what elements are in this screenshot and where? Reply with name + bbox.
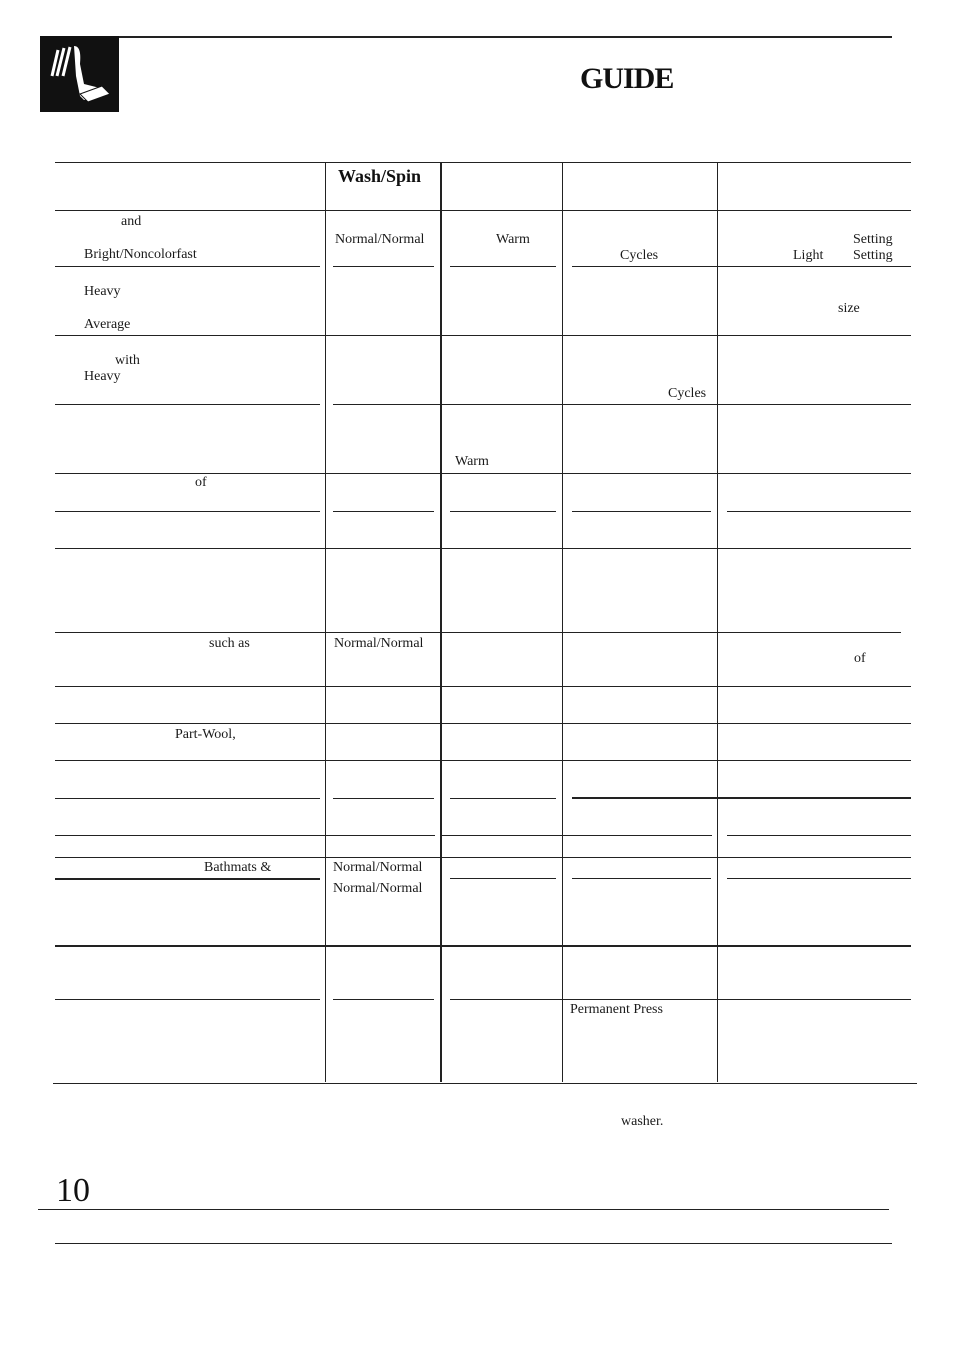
row-rule — [572, 511, 711, 512]
cell-text: such as — [209, 636, 250, 651]
cell-wash-spin: Normal/Normal — [335, 232, 425, 247]
row-rule — [55, 548, 911, 549]
cell-text: and — [121, 214, 142, 229]
cell-wash-spin: Normal/Normal — [334, 636, 424, 651]
header-rule — [119, 36, 892, 38]
cell-wash-spin: Normal/Normal — [333, 860, 423, 875]
row-rule — [572, 266, 911, 267]
row-rule — [572, 797, 911, 799]
row-rule — [55, 945, 911, 947]
column-divider-1 — [325, 162, 326, 1082]
row-rule — [55, 632, 901, 633]
row-rule — [727, 835, 911, 836]
cell-text: of — [854, 651, 866, 666]
cell-text: Cycles — [620, 248, 659, 263]
row-rule — [55, 723, 911, 724]
row-rule — [727, 878, 911, 879]
row-rule — [450, 266, 556, 267]
cell-text: Bathmats & — [204, 860, 272, 875]
row-rule — [333, 511, 434, 512]
row-rule — [55, 999, 320, 1000]
table-bottom-rule — [53, 1083, 917, 1084]
cell-text: Light — [793, 248, 824, 263]
cell-temperature: Warm — [496, 232, 530, 247]
row-rule — [55, 335, 911, 336]
row-rule — [55, 878, 320, 880]
cell-text: Heavy — [84, 284, 121, 299]
cell-temperature: Warm — [455, 454, 489, 469]
row-rule — [55, 266, 320, 267]
cell-text: Setting — [853, 232, 893, 247]
table-top-rule — [55, 162, 911, 163]
page-number: 10 — [56, 1172, 90, 1209]
column-divider-3 — [562, 162, 563, 1082]
cell-text: of — [195, 475, 207, 490]
column-divider-2 — [440, 162, 442, 1082]
cell-text: Setting — [853, 248, 893, 263]
row-rule — [450, 999, 911, 1000]
footer-note: washer. — [621, 1114, 664, 1129]
page-title: GUIDE — [580, 62, 674, 95]
cell-cycle: Permanent Press — [570, 1002, 663, 1017]
cell-text: Part-Wool, — [175, 727, 236, 742]
row-rule — [333, 798, 434, 799]
cell-text: with — [115, 353, 140, 368]
row-rule — [55, 835, 435, 836]
cell-wash-spin: Normal/Normal — [333, 881, 423, 896]
row-rule — [55, 686, 911, 687]
cell-text: Average — [84, 317, 131, 332]
column-header-wash-spin: Wash/Spin — [338, 166, 422, 186]
row-rule — [572, 878, 711, 879]
cell-text: size — [838, 301, 860, 316]
row-rule — [55, 404, 320, 405]
row-rule — [450, 511, 556, 512]
row-rule — [55, 760, 911, 761]
footer-rule — [55, 1243, 892, 1244]
cell-text: Heavy — [84, 369, 121, 384]
row-rule — [333, 266, 434, 267]
row-rule — [440, 835, 712, 836]
column-divider-4 — [717, 162, 718, 1082]
footer-rule — [38, 1209, 889, 1210]
row-rule — [55, 857, 911, 858]
header-bottom-rule — [55, 210, 911, 211]
row-rule — [55, 798, 320, 799]
row-rule — [450, 798, 556, 799]
cell-text: Cycles — [668, 386, 707, 401]
row-rule — [450, 878, 556, 879]
cell-text: Bright/Noncolorfast — [84, 247, 197, 262]
hand-icon-graphic — [40, 36, 119, 112]
row-rule — [333, 999, 434, 1000]
row-rule — [55, 511, 320, 512]
hand-pressing-button-icon — [40, 36, 119, 112]
row-rule — [333, 404, 911, 405]
row-rule — [727, 511, 911, 512]
row-rule — [55, 473, 911, 474]
